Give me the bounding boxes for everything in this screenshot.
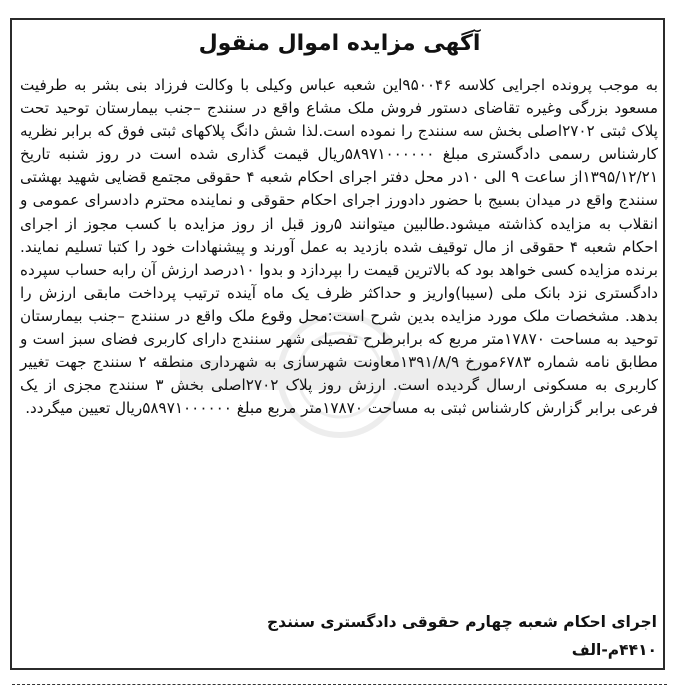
notice-title: آگهی مزایده اموال منقول [198,31,481,56]
notice-body: به موجب پرونده اجرایی کلاسه ۹۵۰۰۴۶این شعبه عباس وکیلی با وکالت فرزاد بنی بشر به طرفیت مسعود بزرگی وغیره تقاضای دستور فروش ملک مشاع واقع در سنندج –جنب بیمارستان توحید تحت پلاک ثبتی ۲۷۰۲اصلی بخش سه سنندج را نموده است.لذا شش دانگ پلاکهای ثبتی فوق که برابر نظریه کارشناس رسمی دادگستری مبلغ ۵۸۹۷۱۰۰۰۰۰۰ریال قیمت گذاری شده است در روز شنبه تاریخ ۱۳۹۵/۱۲/۲۱از ساعت ۹ الی ۱۰در محل دفتر اجرای احکام شعبه ۴ حقوقی مجتمع قضایی شهید بهشتی سنندج واقع در میدان بسیج با حضور دادورز اجرای احکام حقوقی و نماینده محترم دادسرای عمومی و انقلاب به مزایده کذاشته میشود.طالبین میتوانند ۵روز قبل از روز مزایده با کسب مجوز از اجرای احکام شعبه ۴ حقوقی از مال توقیف شده بازدید به عمل آورند و پیشنهادات خود را کتبا تسلیم نمایند. برنده مزایده کسی خواهد بود که بالاترین قیمت را بپردازد و بدوا ۱۰درصد ارزش آن رابه حساب سپرده دادگستری نزد بانک ملی (سیبا)واریز و حداکثر ظرف یک ماه آینده ترتیب پرداخت مابقی ارزش را بدهد. مشخصات ملک مورد مزایده بدین شرح است:محل وقوع ملک واقع در سنندج –جنب بیمارستان توحید به مساحت ۱۷۸۷۰متر مربع که برابرطرح تفصیلی شهر سنندج دارای کاربری فضای سبز است و مطابق نامه شماره ۶۷۸۳مورخ ۱۳۹۱/۸/۹معاونت شهرسازی به شهرداری منطقه ۲ سنندج جهت تغییر کاربری به مسکونی ارسال گردیده است. ارزش روز پلاک ۲۷۰۲اصلی بخش ۳ سنندج مجزی از یک فرعی برابر گزارش کارشناس ثبتی به مساحت ۱۷۸۷۰متر مربع مبلغ ۵۸۹۷۱۰۰۰۰۰۰ریال تعیین میگردد. [20,76,659,418]
bottom-divider [12,684,667,685]
issuing-office: اجرای احکام شعبه چهارم حقوقی دادگستری سنندج [266,613,657,631]
notice-reference-code: ۴۴۱۰م-الف [571,641,657,659]
